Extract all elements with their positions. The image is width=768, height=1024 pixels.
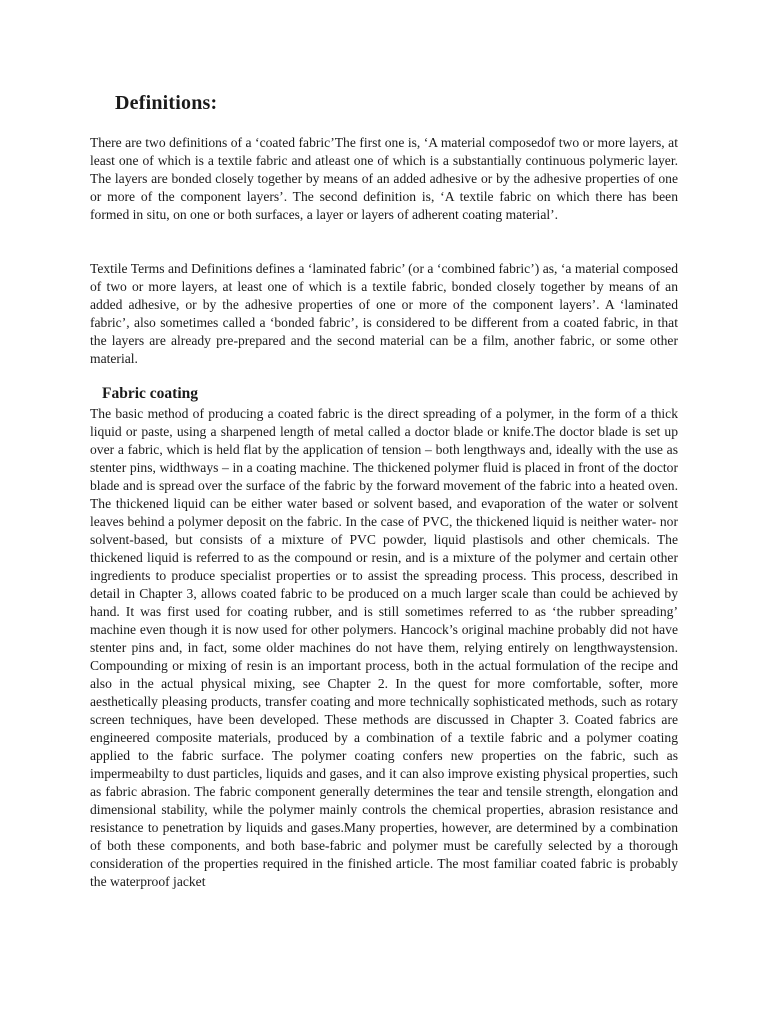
paragraph-coated-fabric-definitions: There are two definitions of a ‘coated fabric’The first one is, ‘A material composedof two or more layers, at least one of which is a textile fabric and atleast one of which is a substantially continuous polymeric layer. The layers are bonded closely together by means of an added adhesive or by the adhesive properties of one or more of the component layers’. The second definition is, ‘A textile fabric on which there has been formed in situ, on one or both surfaces, a layer or layers of adherent coating material’. <box>90 135 678 222</box>
paragraph-laminated-fabric-definition: Textile Terms and Definitions defines a ‘laminated fabric’ (or a ‘combined fabric’) as, ‘a material composed of two or more layers, at least one of which is a textile fabric, bonded closely together by means of an added adhesive, or by the adhesive properties of one or more of the component layers’. A ‘laminated fabric’, also sometimes called a ‘bonded fabric’, is considered to be different from a coated fabric, in that the layers are already pre-prepared and the second material can be a film, another fabric, or some other material. <box>90 261 678 366</box>
fabric-coating-heading: Fabric coating <box>102 385 198 402</box>
definitions-heading: Definitions: <box>115 92 218 114</box>
paragraph-fabric-coating: The basic method of producing a coated fabric is the direct spreading of a polymer, in the form of a thick liquid or paste, using a sharpened length of metal called a doctor blade or knife.The doctor blade is set up over a fabric, which is held flat by the application of tension – both lengthways and, ideally with the use as stenter pins, widthways – in a coating machine. The thickened polymer fluid is placed in front of the doctor blade and is spread over the surface of the fabric by the forward movement of the fabric into a heated oven. The thickened liquid can be either water based or solvent based, and evaporation of the water or solvent leaves behind a polymer deposit on the fabric. In the case of PVC, the thickened liquid is neither water- nor solvent-based, but consists of a mixture of PVC powder, liquid plastisols and other chemicals. The thickened liquid is referred to as the compound or resin, and is a mixture of the polymer and certain other ingredients to produce specialist properties or to assist the spreading process. This process, described in detail in Chapter 3, allows coated fabric to be produced on a much larger scale than could be achieved by hand. It was first used for coating rubber, and is still sometimes referred to as ‘the rubber spreading’ machine even though it is now used for other polymers. Hancock’s original machine probably did not have stenter pins and, in fact, some older machines do not have them, relying entirely on lengthwaystension. Compounding or mixing of resin is an important process, both in the actual formulation of the recipe and also in the actual physical mixing, see Chapter 2. In the quest for more comfortable, softer, more aesthetically pleasing products, transfer coating and more technically sophisticated methods, such as rotary screen techniques, have been developed. These methods are discussed in Chapter 3. Coated fabrics are engineered composite materials, produced by a combination of a textile fabric and a polymer coating applied to the fabric surface. The polymer coating confers new properties on the fabric, such as impermeabilty to dust particles, liquids and gases, and it can also improve existing physical properties, such as fabric abrasion. The fabric component generally determines the tear and tensile strength, elongation and dimensional stability, while the polymer mainly controls the chemical properties, abrasion resistance and resistance to penetration by liquids and gases.Many properties, however, are determined by a combination of both these components, and both base-fabric and polymer must be carefully selected by a thorough consideration of the properties required in the finished article. The most familiar coated fabric is probably the waterproof jacket <box>90 406 678 889</box>
